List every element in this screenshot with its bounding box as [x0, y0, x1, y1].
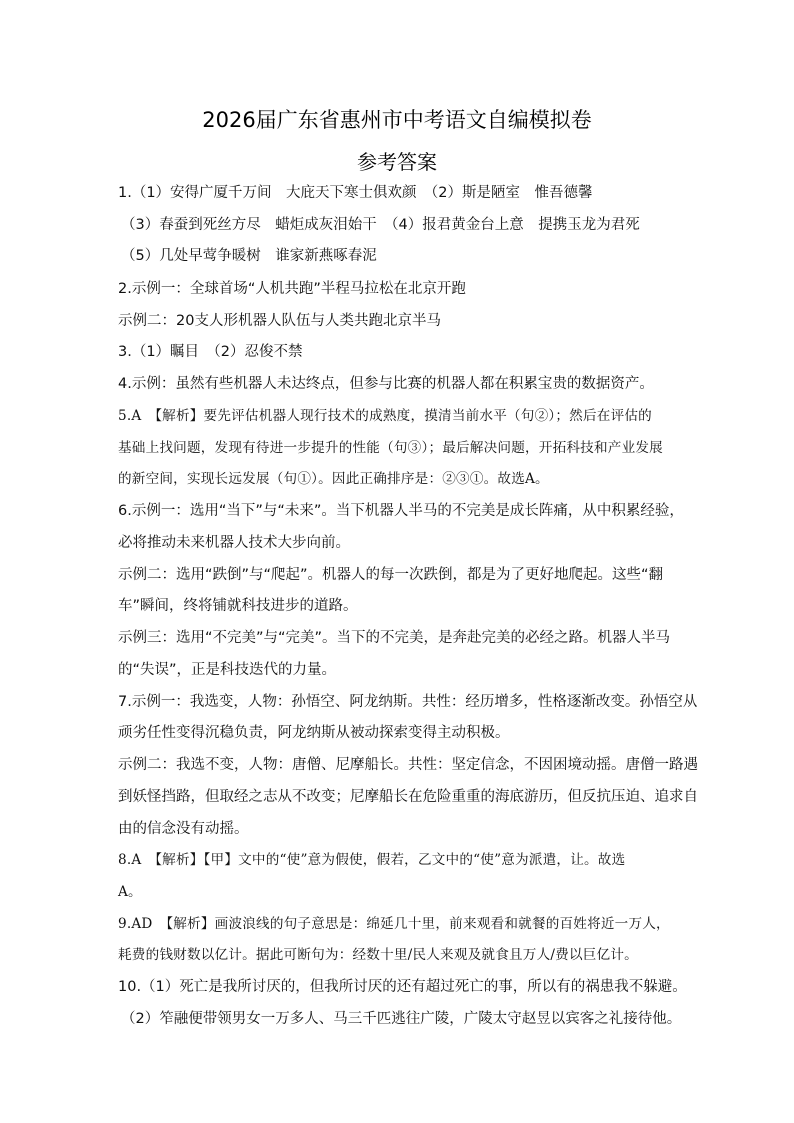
- answer-line: 耗费的钱财数以亿计。据此可断句为：经数十里/民人来观及就食且万人/费以巨亿计。: [118, 947, 638, 963]
- answer-line: 9.AD 【解析】画波浪线的句子意思是：绵延几十里，前来观看和就餐的百姓将近一万人，: [118, 916, 670, 932]
- answer-line: 到妖怪挡路，但取经之志从不改变；尼摩船长在危险重重的海底游历，但反抗压迫、追求自: [118, 789, 698, 805]
- answer-line: 2.示例一：全球首场“人机共跑”半程马拉松在北京开跑: [118, 281, 466, 297]
- answer-line: 由的信念没有动摇。: [118, 821, 249, 837]
- answer-line: 示例二：选用“跌倒”与“爬起”。机器人的每一次跌倒，都是为了更好地爬起。这些“翻: [118, 567, 664, 583]
- answer-line: 7.示例一：我选变，人物：孙悟空、阿龙纳斯。共性：经历增多，性格逐渐改变。孙悟空从: [118, 694, 698, 710]
- document-title: 2026届广东省惠州市中考语文自编模拟卷: [202, 108, 592, 132]
- answer-line: 示例二：我选不变，人物：唐僧、尼摩船长。共性：坚定信念，不因困境动摇。唐僧一路遇: [118, 757, 698, 773]
- answer-line: （5）几处早莺争暖树 谁家新燕啄春泥: [121, 248, 377, 264]
- answer-line: 6.示例一：选用“当下”与“未来”。当下机器人半马的不完美是成长阵痛，从中积累经验，: [118, 503, 684, 519]
- answer-line: 示例二：20支人形机器人队伍与人类共跑北京半马: [118, 313, 441, 329]
- answer-line: 基础上找问题，发现有待进一步提升的性能（句③）；最后解决问题，开拓科技和产业发展: [118, 440, 663, 456]
- answer-line: 的“失误”，正是科技迭代的力量。: [118, 662, 337, 678]
- answer-line: 4.示例：虽然有些机器人未达终点，但参与比赛的机器人都在积累宝贵的数据资产。: [118, 376, 654, 392]
- answer-line: （2）笮融便带领男女一万多人、马三千匹逃往广陵，广陵太守赵昱以宾客之礼接待他。: [121, 1011, 682, 1027]
- answer-line: A。: [118, 884, 142, 900]
- answer-line: 车”瞬间，终将铺就科技进步的道路。: [118, 598, 358, 614]
- answer-line: 1.（1）安得广厦千万间 大庇天下寒士俱欢颜 （2）斯是陋室 惟吾德馨: [118, 185, 593, 201]
- document-subtitle: 参考答案: [357, 150, 437, 174]
- answer-line: 10.（1）死亡是我所讨厌的，但我所讨厌的还有超过死亡的事，所以有的祸患我不躲避。: [118, 979, 687, 995]
- answer-line: 示例三：选用“不完美”与“完美”。当下的不完美，是奔赴完美的必经之路。机器人半马: [118, 630, 671, 646]
- answer-line: 的新空间，实现长远发展（句①）。因此正确排序是：②③①。故选A。: [118, 471, 549, 487]
- answer-line: 必将推动未来机器人技术大步向前。: [118, 535, 350, 551]
- answer-line: 3.（1）瞩目 （2）忍俊不禁: [118, 344, 303, 360]
- answer-line: 顽劣任性变得沉稳负责，阿龙纳斯从被动探索变得主动积极。: [118, 725, 510, 741]
- answer-line: 5.A 【解析】要先评估机器人现行技术的成熟度，摸清当前水平（句②）；然后在评估的: [118, 408, 652, 424]
- answer-line: （3）春蚕到死丝方尽 蜡炬成灰泪始干 （4）报君黄金台上意 提携玉龙为君死: [121, 217, 640, 233]
- answer-line: 8.A 【解析】【甲】文中的“使”意为假使，假若，乙文中的“使”意为派遣，让。故选: [118, 852, 626, 868]
